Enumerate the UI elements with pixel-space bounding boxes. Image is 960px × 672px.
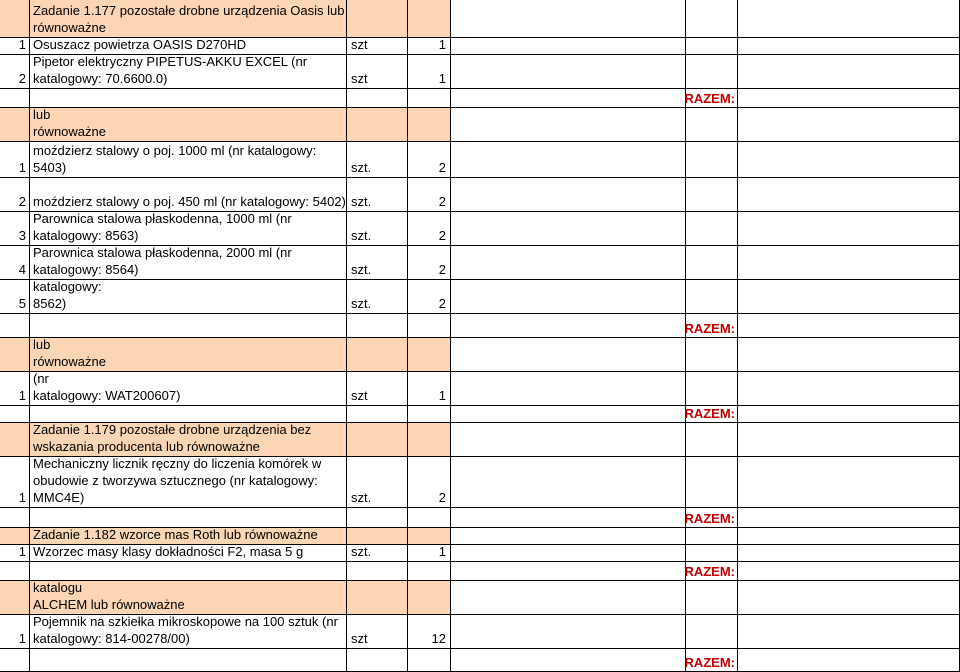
empty-cell[interactable] [686, 55, 738, 89]
item-number[interactable]: 1 [0, 372, 30, 406]
header-qty-cell[interactable] [408, 338, 451, 372]
item-quantity[interactable]: 2 [408, 178, 451, 212]
empty-cell[interactable] [0, 314, 30, 338]
empty-cell[interactable] [451, 581, 686, 615]
empty-cell[interactable] [408, 508, 451, 528]
empty-cell[interactable] [451, 406, 686, 423]
item-name[interactable]: moździerz stalowy o poj. 1000 ml (nr katalogowy: 5403) [30, 142, 347, 178]
item-unit[interactable]: szt [347, 615, 408, 649]
item-name[interactable]: Wzorzec masy klasy dokładności F2, masa 5 g [30, 545, 347, 562]
empty-cell[interactable] [738, 545, 960, 562]
header-qty-cell[interactable] [408, 581, 451, 615]
total-value-cell[interactable] [738, 89, 960, 108]
item-quantity[interactable]: 2 [408, 142, 451, 178]
empty-cell[interactable] [451, 142, 686, 178]
empty-cell[interactable] [30, 314, 347, 338]
empty-cell[interactable] [408, 89, 451, 108]
item-unit[interactable]: szt. [347, 246, 408, 280]
empty-cell[interactable] [738, 581, 960, 615]
empty-cell[interactable] [451, 649, 686, 672]
empty-cell[interactable] [451, 246, 686, 280]
empty-cell[interactable] [347, 314, 408, 338]
empty-cell[interactable] [686, 338, 738, 372]
empty-cell[interactable] [408, 562, 451, 581]
header-number-cell[interactable] [0, 338, 30, 372]
razem-total-label[interactable]: RAZEM: [678, 649, 738, 672]
item-number[interactable]: 2 [0, 178, 30, 212]
total-value-cell[interactable] [738, 562, 960, 581]
empty-cell[interactable] [686, 581, 738, 615]
section-header[interactable]: Zadanie 1.179 pozostałe drobne urządzenia bez wskazania producenta lub równoważne [30, 423, 347, 457]
item-unit[interactable]: szt. [347, 545, 408, 562]
item-unit[interactable]: szt. [347, 457, 408, 508]
empty-cell[interactable] [0, 89, 30, 108]
header-unit-cell[interactable] [347, 338, 408, 372]
empty-cell[interactable] [347, 89, 408, 108]
empty-cell[interactable] [686, 246, 738, 280]
item-unit[interactable]: szt. [347, 212, 408, 246]
item-quantity[interactable]: 2 [408, 280, 451, 314]
empty-cell[interactable] [738, 528, 960, 545]
item-unit[interactable]: szt [347, 55, 408, 89]
empty-cell[interactable] [686, 615, 738, 649]
empty-cell[interactable] [30, 406, 347, 423]
item-number[interactable]: 1 [0, 545, 30, 562]
empty-cell[interactable] [738, 212, 960, 246]
item-number[interactable]: 4 [0, 246, 30, 280]
empty-cell[interactable] [738, 338, 960, 372]
empty-cell[interactable] [30, 649, 347, 672]
empty-cell[interactable] [347, 649, 408, 672]
item-unit[interactable]: szt [347, 372, 408, 406]
empty-cell[interactable] [451, 55, 686, 89]
item-quantity[interactable]: 1 [408, 55, 451, 89]
item-name[interactable]: Osuszacz powietrza OASIS D270HD [30, 38, 347, 55]
item-quantity[interactable]: 2 [408, 246, 451, 280]
item-quantity[interactable]: 12 [408, 615, 451, 649]
item-name[interactable]: Parownica stalowa płaskodenna, 2000 ml (nr katalogowy: 8564) [30, 246, 347, 280]
item-quantity[interactable]: 2 [408, 457, 451, 508]
empty-cell[interactable] [451, 372, 686, 406]
empty-cell[interactable] [738, 457, 960, 508]
empty-cell[interactable] [686, 372, 738, 406]
empty-cell[interactable] [738, 423, 960, 457]
header-unit-cell[interactable] [347, 423, 408, 457]
item-unit[interactable]: szt. [347, 280, 408, 314]
header-number-cell[interactable] [0, 528, 30, 545]
empty-cell[interactable] [451, 108, 686, 142]
empty-cell[interactable] [30, 562, 347, 581]
item-quantity[interactable]: 1 [408, 545, 451, 562]
empty-cell[interactable] [347, 562, 408, 581]
item-number[interactable]: 1 [0, 615, 30, 649]
item-name[interactable]: (nr katalogowy: WAT200607) [30, 372, 347, 406]
item-quantity[interactable]: 1 [408, 38, 451, 55]
razem-total-label[interactable]: RAZEM: [678, 406, 738, 423]
item-name[interactable]: Pipetor elektryczny PIPETUS-AKKU EXCEL (nr katalogowy: 70.6600.0) [30, 55, 347, 89]
header-number-cell[interactable] [0, 108, 30, 142]
item-quantity[interactable]: 1 [408, 372, 451, 406]
header-unit-cell[interactable] [347, 0, 408, 38]
razem-total-label[interactable]: RAZEM: [678, 562, 738, 581]
empty-cell[interactable] [451, 338, 686, 372]
razem-total-label[interactable]: RAZEM: [678, 89, 738, 108]
empty-cell[interactable] [686, 108, 738, 142]
item-name[interactable]: Mechaniczny licznik ręczny do liczenia komórek w obudowie z tworzywa sztucznego (nr katalogowy: MMC4E) [30, 457, 347, 508]
empty-cell[interactable] [408, 406, 451, 423]
razem-total-label[interactable]: RAZEM: [678, 508, 738, 528]
empty-cell[interactable] [686, 178, 738, 212]
header-number-cell[interactable] [0, 423, 30, 457]
empty-cell[interactable] [738, 246, 960, 280]
empty-cell[interactable] [0, 508, 30, 528]
item-name[interactable]: Parownica stalowa płaskodenna, 1000 ml (nr katalogowy: 8563) [30, 212, 347, 246]
empty-cell[interactable] [30, 508, 347, 528]
item-number[interactable]: 1 [0, 142, 30, 178]
empty-cell[interactable] [686, 280, 738, 314]
empty-cell[interactable] [686, 423, 738, 457]
total-value-cell[interactable] [738, 314, 960, 338]
empty-cell[interactable] [451, 457, 686, 508]
empty-cell[interactable] [451, 615, 686, 649]
empty-cell[interactable] [451, 528, 686, 545]
header-number-cell[interactable] [0, 0, 30, 38]
empty-cell[interactable] [408, 649, 451, 672]
empty-cell[interactable] [451, 212, 686, 246]
empty-cell[interactable] [686, 142, 738, 178]
empty-cell[interactable] [451, 280, 686, 314]
razem-total-label[interactable]: RAZEM: [678, 314, 738, 338]
item-unit[interactable]: szt. [347, 142, 408, 178]
empty-cell[interactable] [451, 0, 686, 38]
header-unit-cell[interactable] [347, 528, 408, 545]
section-header[interactable]: Zadanie 1.182 wzorce mas Roth lub równoważne [30, 528, 347, 545]
header-unit-cell[interactable] [347, 108, 408, 142]
empty-cell[interactable] [0, 406, 30, 423]
item-number[interactable]: 2 [0, 55, 30, 89]
header-qty-cell[interactable] [408, 0, 451, 38]
empty-cell[interactable] [738, 280, 960, 314]
empty-cell[interactable] [686, 457, 738, 508]
item-number[interactable]: 1 [0, 38, 30, 55]
item-number[interactable]: 5 [0, 280, 30, 314]
header-qty-cell[interactable] [408, 528, 451, 545]
item-unit[interactable]: szt [347, 38, 408, 55]
empty-cell[interactable] [738, 38, 960, 55]
item-name[interactable]: Pojemnik na szkiełka mikroskopowe na 100 sztuk (nr katalogowy: 814-00278/00) [30, 615, 347, 649]
empty-cell[interactable] [738, 108, 960, 142]
item-quantity[interactable]: 2 [408, 212, 451, 246]
empty-cell[interactable] [738, 372, 960, 406]
empty-cell[interactable] [738, 615, 960, 649]
total-value-cell[interactable] [738, 649, 960, 672]
empty-cell[interactable] [451, 423, 686, 457]
empty-cell[interactable] [451, 562, 686, 581]
empty-cell[interactable] [0, 562, 30, 581]
header-number-cell[interactable] [0, 581, 30, 615]
empty-cell[interactable] [686, 38, 738, 55]
empty-cell[interactable] [686, 545, 738, 562]
empty-cell[interactable] [451, 89, 686, 108]
empty-cell[interactable] [738, 0, 960, 38]
item-number[interactable]: 1 [0, 457, 30, 508]
section-header[interactable]: katalogu ALCHEM lub równoważne [30, 581, 347, 615]
empty-cell[interactable] [686, 212, 738, 246]
empty-cell[interactable] [0, 649, 30, 672]
empty-cell[interactable] [451, 545, 686, 562]
section-header[interactable]: lub równoważne [30, 338, 347, 372]
empty-cell[interactable] [30, 89, 347, 108]
total-value-cell[interactable] [738, 508, 960, 528]
empty-cell[interactable] [686, 0, 738, 38]
empty-cell[interactable] [738, 55, 960, 89]
item-number[interactable]: 3 [0, 212, 30, 246]
item-unit[interactable]: szt. [347, 178, 408, 212]
empty-cell[interactable] [408, 314, 451, 338]
empty-cell[interactable] [738, 178, 960, 212]
header-qty-cell[interactable] [408, 423, 451, 457]
empty-cell[interactable] [347, 508, 408, 528]
empty-cell[interactable] [686, 528, 738, 545]
empty-cell[interactable] [451, 508, 686, 528]
empty-cell[interactable] [738, 142, 960, 178]
section-header[interactable]: Zadanie 1.177 pozostałe drobne urządzenia Oasis lub równoważne [30, 0, 347, 38]
header-qty-cell[interactable] [408, 108, 451, 142]
empty-cell[interactable] [451, 178, 686, 212]
section-header[interactable]: lub równoważne [30, 108, 347, 142]
item-name[interactable]: moździerz stalowy o poj. 450 ml (nr katalogowy: 5402) [30, 178, 347, 212]
header-unit-cell[interactable] [347, 581, 408, 615]
item-name[interactable]: katalogowy: 8562) [30, 280, 347, 314]
total-value-cell[interactable] [738, 406, 960, 423]
empty-cell[interactable] [347, 406, 408, 423]
empty-cell[interactable] [451, 38, 686, 55]
empty-cell[interactable] [451, 314, 686, 338]
